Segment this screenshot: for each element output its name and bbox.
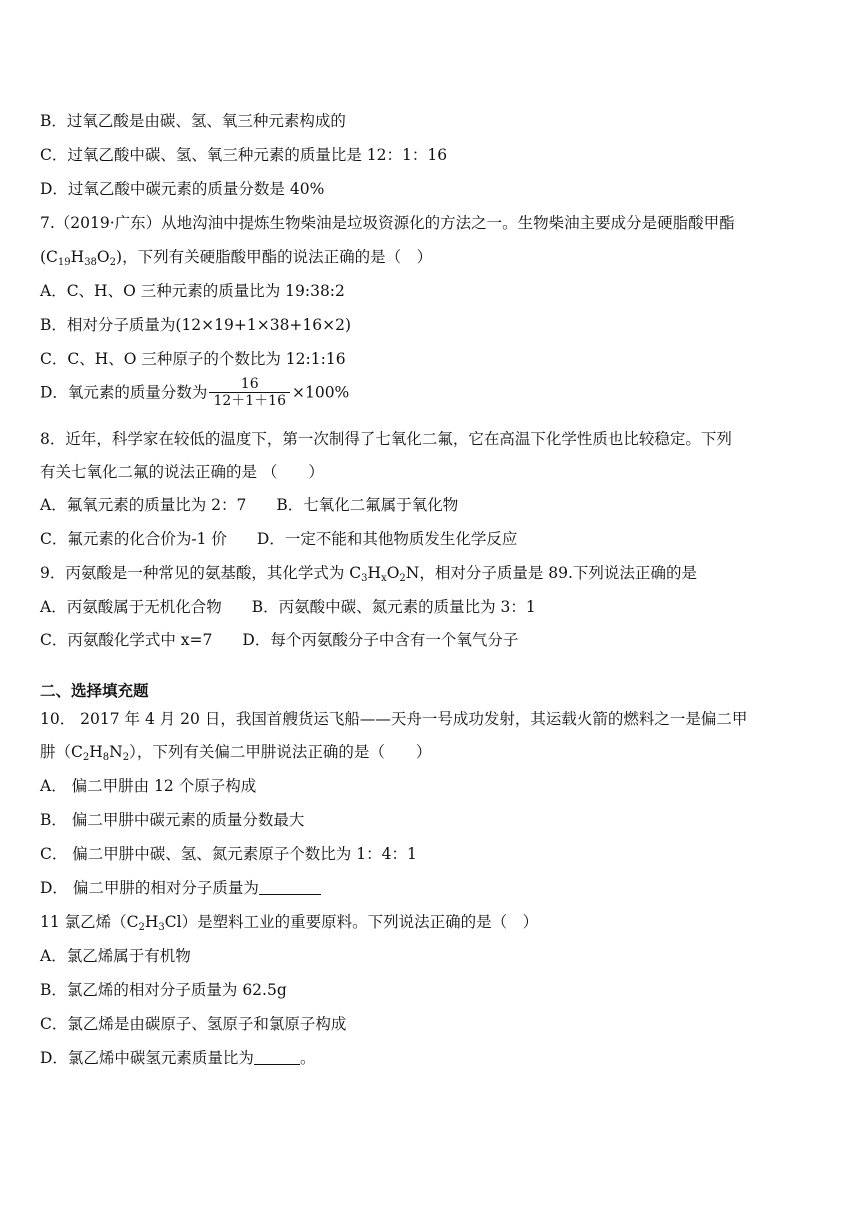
q10-option-d: D． 偏二甲肼的相对分子质量为 xyxy=(40,877,321,899)
q6-option-b: B．过氧乙酸是由碳、氢、氧三种元素构成的 xyxy=(40,112,346,130)
q8-options-ab: A．氟氧元素的质量比为 2：7 B．七氧化二氟属于氧化物 xyxy=(40,496,459,514)
q11-stem: 11 氯乙烯$(C_2H_3Cl)$是塑料工业的重要原料。下列说法正确的是（ ） xyxy=(40,913,539,933)
q6-option-d: D．过氧乙酸中碳元素的质量分数是 40% xyxy=(40,180,325,198)
q7-option-b: B．相对分子质量为(12×19+1×38+16×2) xyxy=(40,316,352,334)
q11-option-a: A．氯乙烯属于有机物 xyxy=(40,947,191,965)
q8-options-cd: C．氟元素的化合价为-1 价 D．一定不能和其他物质发生化学反应 xyxy=(40,530,518,548)
q7-stem-line2: $(C_{19}H_{38}O_2)$，下列有关硬脂酸甲酯的说法正确的是（ ） xyxy=(40,248,433,268)
q11-option-d: D．氯乙烯中碳氢元素质量比为 。 xyxy=(40,1049,316,1067)
mass-fraction: $\frac{16}{12+1+16}$ xyxy=(209,376,290,409)
q7-option-c: C．C、H、O 三种原子的个数比为 12:1:16 xyxy=(40,350,346,368)
q11-option-c: C．氯乙烯是由碳原子、氢原子和氯原子构成 xyxy=(40,1015,347,1033)
answer-blank[interactable] xyxy=(259,880,321,895)
section-title: 二、选择填充题 xyxy=(40,681,149,700)
q10-option-c: C． 偏二甲肼中碳、氢、氮元素原子个数比为 1：4：1 xyxy=(40,845,417,863)
q9-options-cd: C．丙氨酸化学式中 x=7 D．每个丙氨酸分子中含有一个氧气分子 xyxy=(40,631,519,649)
q9-options-ab: A．丙氨酸属于无机化合物 B．丙氨酸中碳、氮元素的质量比为 3：1 xyxy=(40,598,536,616)
q10-stem-line2: 肼$(C_2H_8N_2)$，下列有关偏二甲肼说法正确的是（ ） xyxy=(40,743,432,763)
q8-stem-line2: 有关七氧化二氟的说法正确的是 （ ） xyxy=(40,463,324,481)
q6-option-c: C．过氧乙酸中碳、氢、氧三种元素的质量比是 12：1：16 xyxy=(40,146,448,164)
q11-option-b: B．氯乙烯的相对分子质量为 62.5g xyxy=(40,981,287,999)
q10-option-b: B． 偏二甲肼中碳元素的质量分数最大 xyxy=(40,811,305,829)
q7-stem-line1: 7.（2019·广东）从地沟油中提炼生物柴油是垃圾资源化的方法之一。生物柴油主要成分是硬脂酸甲酯 xyxy=(40,214,735,232)
q10-stem-line1: 10． 2017 年 4 月 20 日，我国首艘货运飞船——天舟一号成功发射，其运载火箭的燃料之一是偏二甲 xyxy=(40,710,748,728)
q10-option-a: A． 偏二甲肼由 12 个原子构成 xyxy=(40,777,257,795)
q8-stem-line1: 8．近年，科学家在较低的温度下，第一次制得了七氧化二氟，它在高温下化学性质也比较稳定。下列 xyxy=(40,430,732,448)
q9-stem: 9．丙氨酸是一种常见的氨基酸，其化学式为 $C_3H_xO_2N$，相对分子质量是 89.下列说法正确的是 xyxy=(40,564,697,584)
q7-option-a: A．C、H、O 三种元素的质量比为 19:38:2 xyxy=(40,282,345,300)
q7-option-d: D．氧元素的质量分数为 $\frac{16}{12+1+16}$ ×100% xyxy=(40,376,350,409)
answer-blank[interactable] xyxy=(254,1050,300,1065)
